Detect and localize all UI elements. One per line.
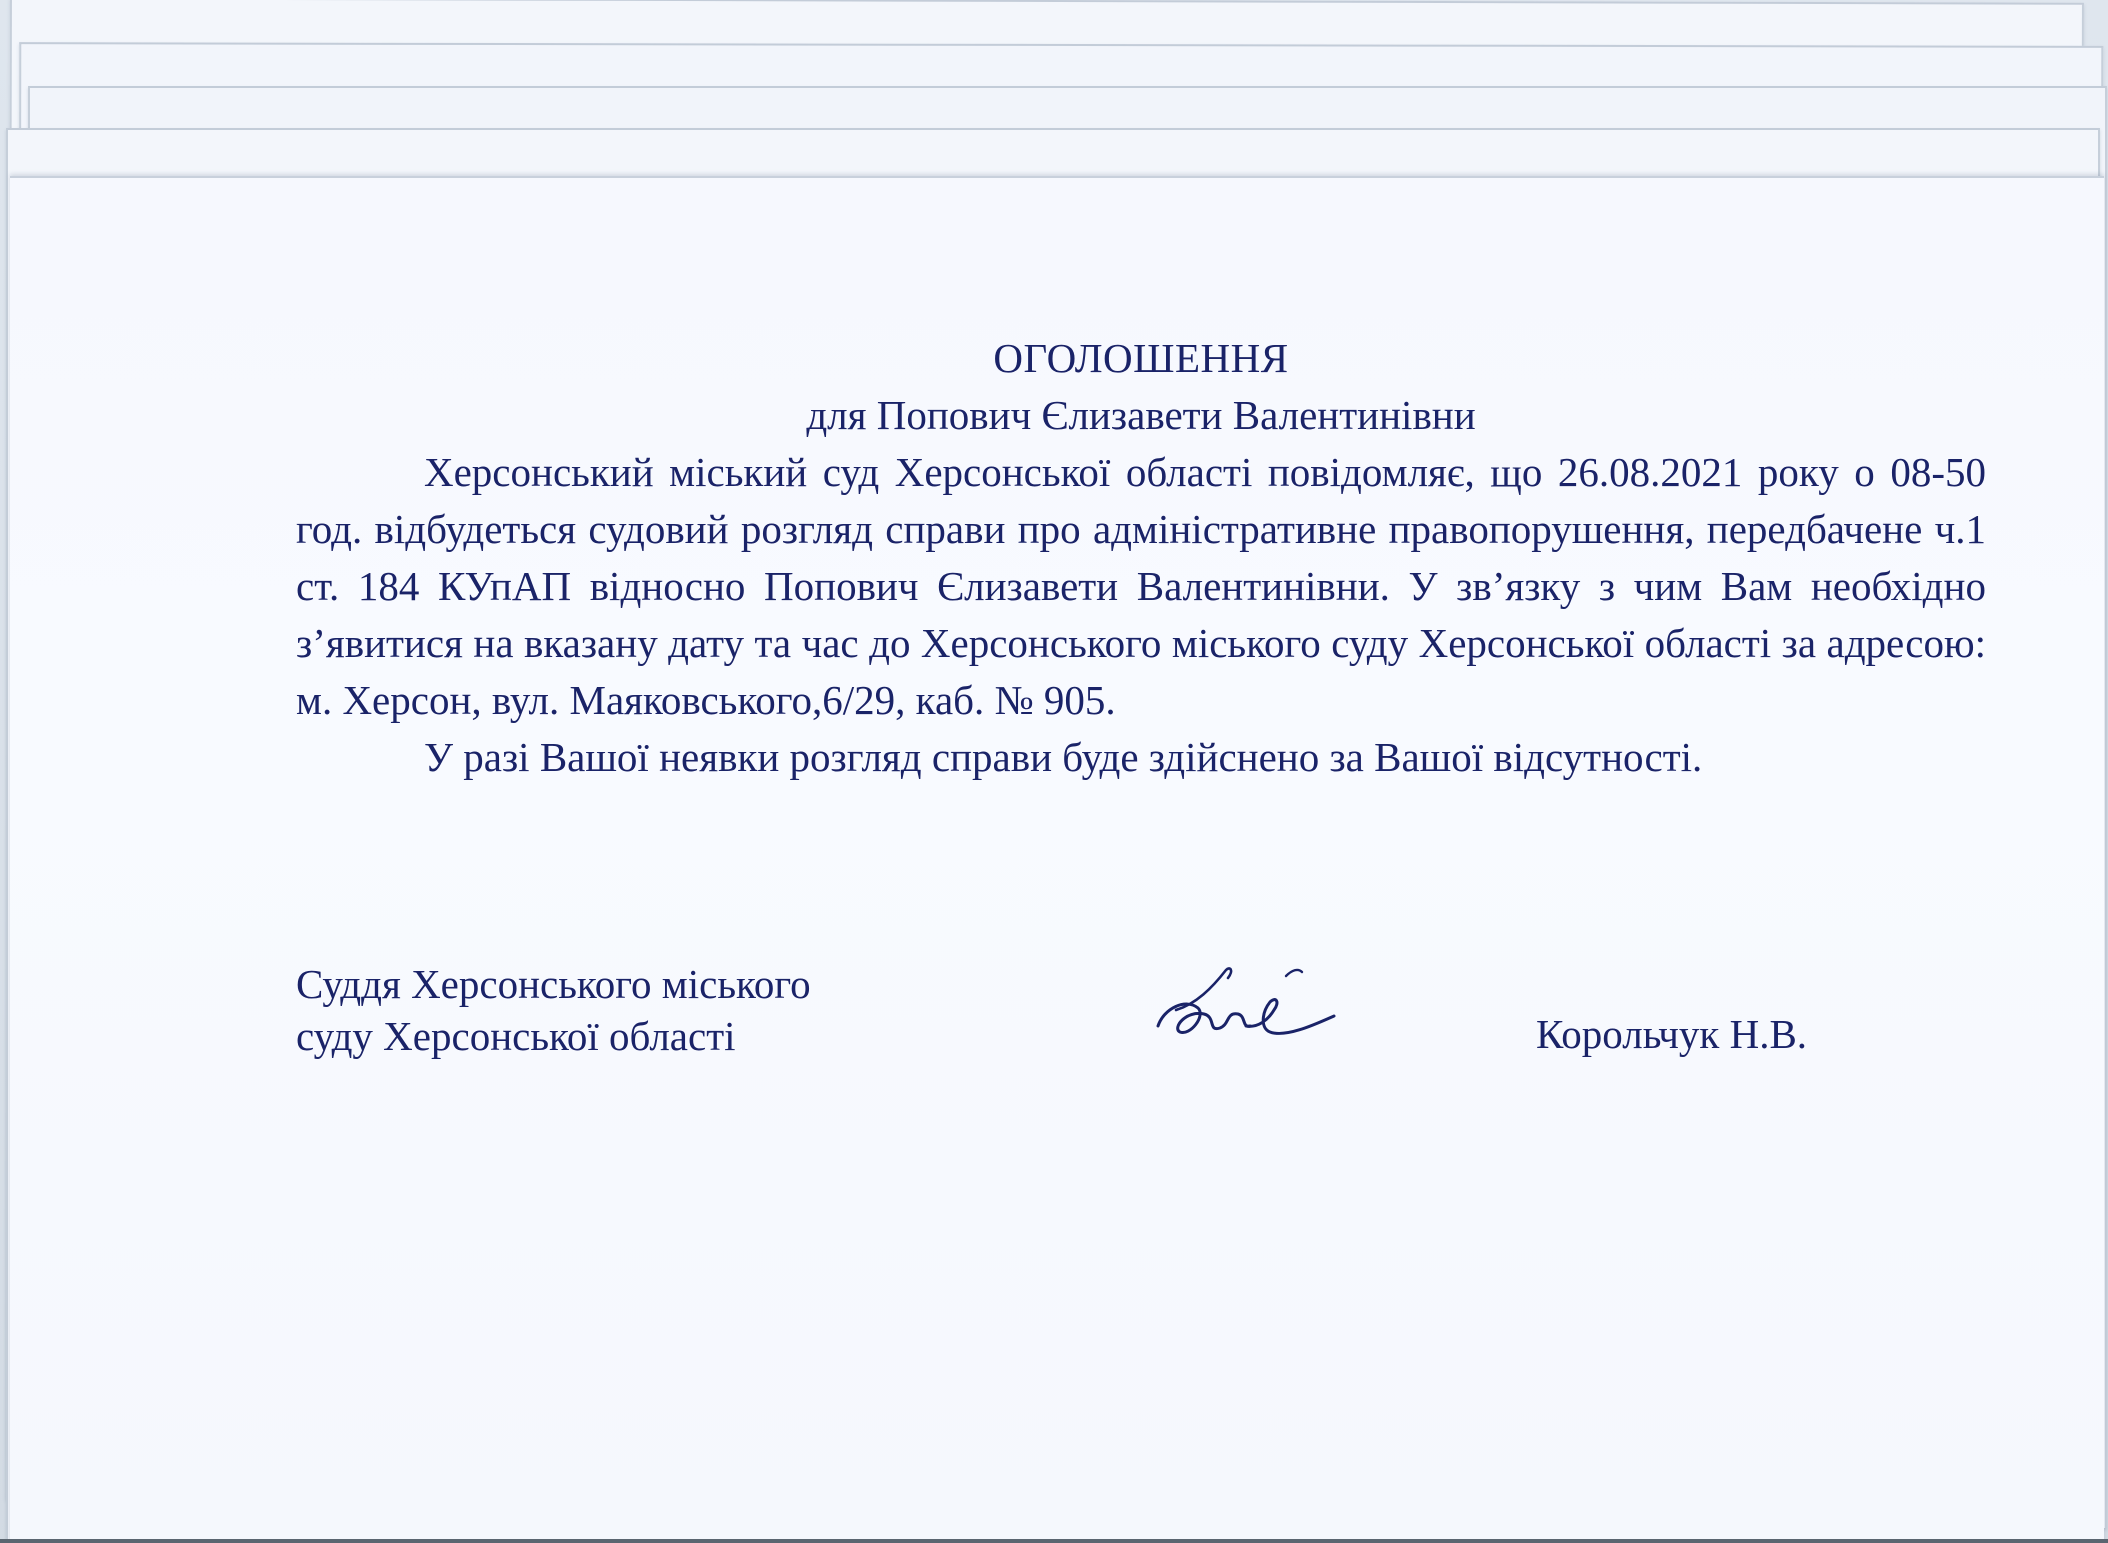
announcement-addressee: для Попович Єлизавети Валентинівни xyxy=(806,392,1476,438)
signature-block xyxy=(296,958,1986,1098)
announcement-paragraph-absence: У разі Вашої неявки розгляд справи буде здійснено за Вашої відсутності. xyxy=(424,734,1703,780)
judge-position xyxy=(296,958,811,1062)
judge-name: Корольчук Н.В. xyxy=(1536,1011,1808,1057)
announcement-title: ОГОЛОШЕННЯ xyxy=(993,335,1289,381)
handwritten-signature-icon xyxy=(1146,948,1356,1058)
judge-position-line-2: суду Херсонської області xyxy=(296,1013,736,1059)
judge-position-line-1: Суддя Херсонського міського xyxy=(296,961,811,1007)
announcement-paragraph-main: Херсонський міський суд Херсонської області повідомляє, що 26.08.2021 року о 08-50 год. відбудеться судовий розгляд справи про адміністративне правопорушення, передбачене ч.1 ст. 184 КУпАП відносно Попович Єлизавети Валентинівни. У зв’язку з чим Вам необхідно з’явитися на вказану дату та час до Херсонського міського суду Херсонської області за адресою: м. Херсон, вул. Маяковського,6/29, каб. № 905. xyxy=(296,449,1986,723)
bottom-edge xyxy=(0,1539,2108,1543)
announcement-body xyxy=(296,330,1986,786)
